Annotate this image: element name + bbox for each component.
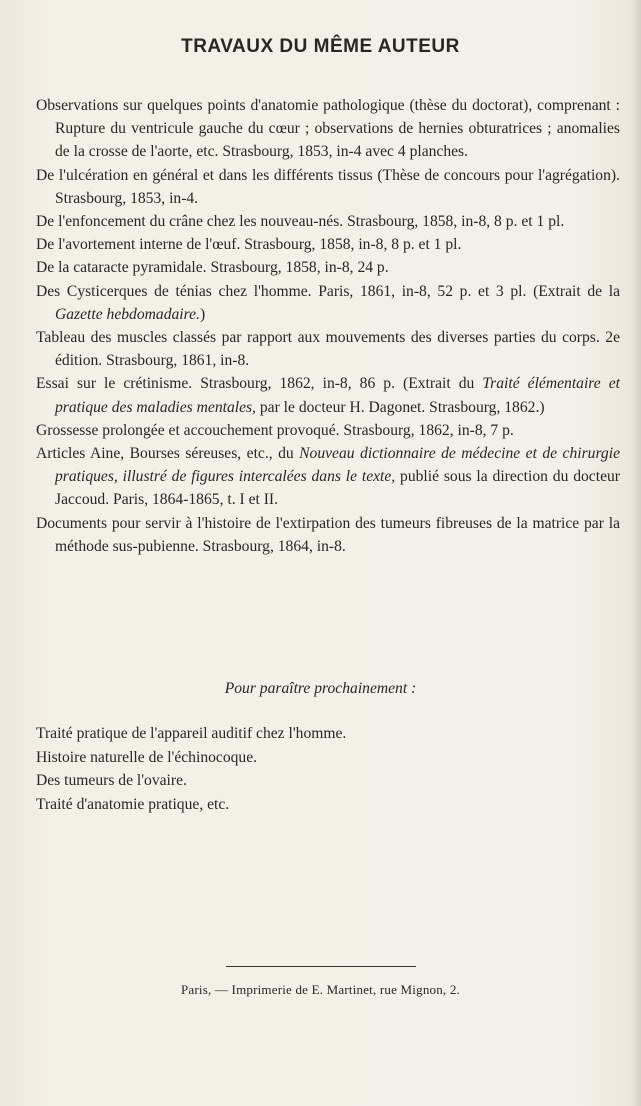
- forthcoming-item: Traité d'anatomie pratique, etc.: [36, 795, 230, 813]
- book-title: Traité élémentaire et pratique des maladies mentales,: [55, 375, 620, 416]
- forthcoming-list: [36, 722, 620, 816]
- bibliography-entry: De la cataracte pyramidale. Strasbourg, 1858, in-8, 24 p.: [36, 259, 389, 277]
- forthcoming-heading: Pour paraître prochainement :: [224, 680, 417, 697]
- bibliography-entry: Observations sur quelques points d'anatomie pathologique (thèse du doctorat), comprenant : Rupture du ventricule gauche du cœur ; observations de hernies obturatrices ; anomalies de la crosse de l'aorte, etc. Strasbourg, 1853, in-4 avec 4 planches.: [36, 97, 620, 161]
- divider-rule: [226, 966, 416, 967]
- journal-title: Gazette hebdomadaire.: [55, 305, 200, 323]
- page-edge-shadow: [631, 0, 641, 1106]
- bibliography-entry: De l'enfoncement du crâne chez les nouveau-nés. Strasbourg, 1858, in-8, 8 p. et 1 pl.: [36, 213, 565, 231]
- bibliography-entry: De l'ulcération en général et dans les différents tissus (Thèse de concours pour l'agrégation). Strasbourg, 1853, in-4.: [36, 166, 620, 207]
- forthcoming-item: Histoire naturelle de l'échinocoque.: [36, 748, 258, 766]
- bibliography-entry: Articles Aine, Bourses séreuses, etc., du Nouveau dictionnaire de médecine et de chirurgie pratiques, illustré de figures intercalées dans le texte, publié sous la direction du docteur Jaccoud. Paris, 1864-1865, t. I et II.: [36, 445, 620, 509]
- bibliography-entry: Essai sur le crétinisme. Strasbourg, 1862, in-8, 86 p. (Extrait du Traité élémentaire et pratique des maladies mentales, par le docteur H. Dagonet. Strasbourg, 1862.): [36, 375, 620, 416]
- forthcoming-item: Des tumeurs de l'ovaire.: [36, 772, 187, 789]
- dictionary-title: Nouveau dictionnaire de médecine et de chirurgie pratiques, illustré de figures intercalées dans le texte,: [55, 445, 620, 486]
- bibliography-list: [36, 94, 620, 558]
- bibliography-entry: De l'avortement interne de l'œuf. Strasbourg, 1858, in-8, 8 p. et 1 pl.: [36, 236, 462, 254]
- printer-imprint: Paris, — Imprimerie de E. Martinet, rue Mignon, 2.: [181, 982, 460, 997]
- bibliography-entry: Tableau des muscles classés par rapport aux mouvements des diverses parties du corps. 2e édition. Strasbourg, 1861, in-8.: [36, 329, 620, 370]
- bibliography-entry: Des Cysticerques de ténias chez l'homme. Paris, 1861, in-8, 52 p. et 3 pl. (Extrait de la Gazette hebdomadaire.): [36, 282, 620, 323]
- bibliography-entry: Grossesse prolongée et accouchement provoqué. Strasbourg, 1862, in-8, 7 p.: [36, 421, 514, 439]
- page-title: TRAVAUX DU MÊME AUTEUR: [181, 36, 460, 57]
- forthcoming-item: Traité pratique de l'appareil auditif chez l'homme.: [36, 725, 347, 742]
- bibliography-entry: Documents pour servir à l'histoire de l'extirpation des tumeurs fibreuses de la matrice par la méthode sus-pubienne. Strasbourg, 1864, in-8.: [36, 514, 620, 555]
